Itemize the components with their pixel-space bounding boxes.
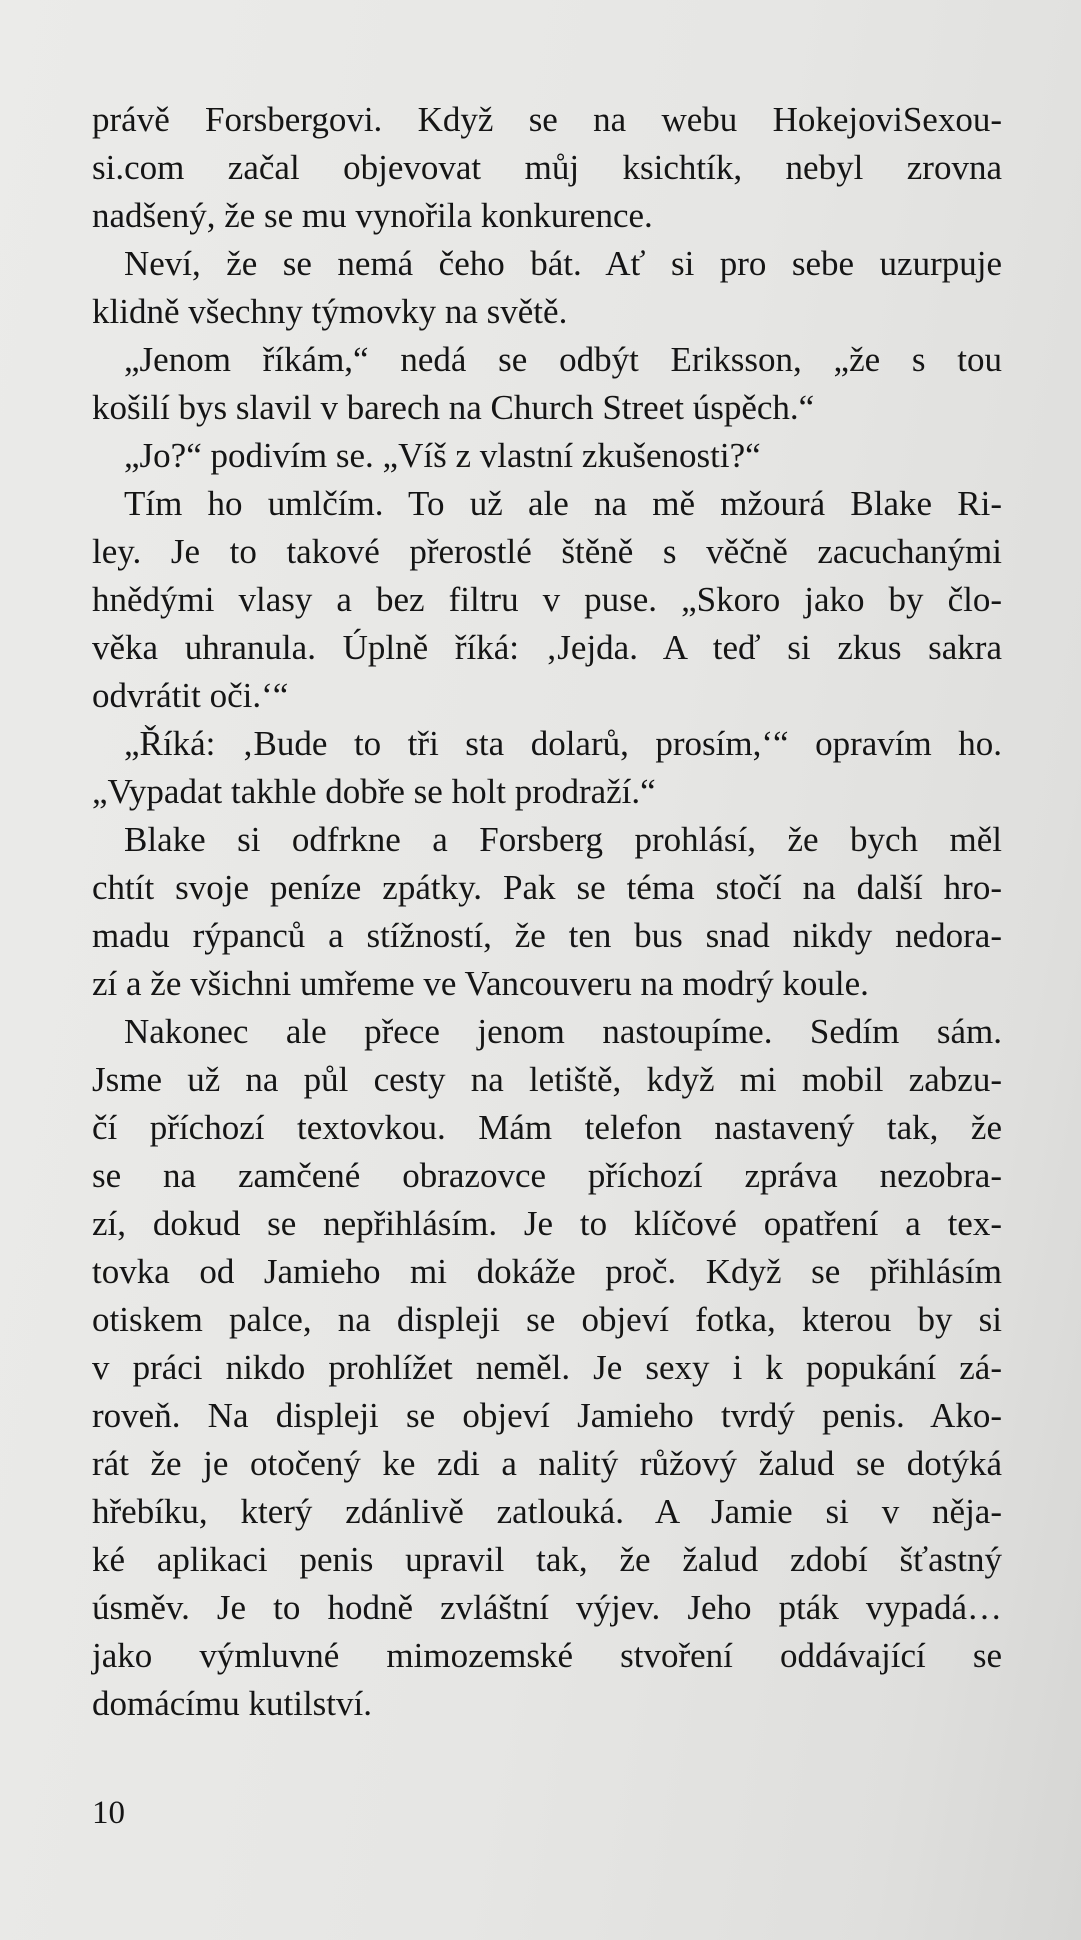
- body-text: [92, 96, 1002, 1728]
- text-line: v práci nikdo prohlížet neměl. Je sexy i k popukání zá-: [92, 1348, 1002, 1387]
- text-line: odvrátit oči.‘“: [92, 676, 289, 715]
- text-line: právě Forsbergovi. Když se na webu HokejoviSexou-: [92, 100, 1002, 139]
- text-line: se na zamčené obrazovce příchozí zpráva nezobra-: [92, 1156, 1002, 1195]
- text-line: klidně všechny týmovky na světě.: [92, 292, 568, 331]
- text-line: Neví, že se nemá čeho bát. Ať si pro sebe uzurpuje: [124, 244, 1002, 283]
- text-line: „Jenom říkám,“ nedá se odbýt Eriksson, „že s tou: [124, 340, 1002, 379]
- text-line: zí, dokud se nepřihlásím. Je to klíčové opatření a tex-: [92, 1204, 1002, 1243]
- text-line: nadšený, že se mu vynořila konkurence.: [92, 196, 653, 235]
- text-line: čí příchozí textovkou. Mám telefon nastavený tak, že: [92, 1108, 1002, 1147]
- text-line: si.com začal objevovat můj ksichtík, nebyl zrovna: [92, 148, 1002, 187]
- text-line: košilí bys slavil v barech na Church Street úspěch.“: [92, 388, 815, 427]
- text-line: Tím ho umlčím. To už ale na mě mžourá Blake Ri-: [124, 484, 1002, 523]
- text-line: chtít svoje peníze zpátky. Pak se téma stočí na další hro-: [92, 868, 1002, 907]
- text-line: roveň. Na displeji se objeví Jamieho tvrdý penis. Ako-: [92, 1396, 1002, 1435]
- text-line: domácímu kutilství.: [92, 1684, 372, 1723]
- text-line: věka uhranula. Úplně říká: ‚Jejda. A teď si zkus sakra: [92, 628, 1002, 667]
- text-line: tovka od Jamieho mi dokáže proč. Když se přihlásím: [92, 1252, 1002, 1291]
- text-line: hřebíku, který zdánlivě zatlouká. A Jamie si v něja-: [92, 1492, 1002, 1531]
- text-line: „Vypadat takhle dobře se holt prodraží.“: [92, 772, 656, 811]
- text-line: ley. Je to takové přerostlé štěně s věčně zacuchanými: [92, 532, 1002, 571]
- text-line: zí a že všichni umřeme ve Vancouveru na modrý koule.: [92, 964, 869, 1003]
- text-line: madu rýpanců a stížností, že ten bus snad nikdy nedora-: [92, 916, 1002, 955]
- text-line: Blake si odfrkne a Forsberg prohlásí, že bych měl: [124, 820, 1002, 859]
- text-line: „Říká: ‚Bude to tři sta dolarů, prosím,‘“ opravím ho.: [124, 724, 1002, 763]
- text-line: Nakonec ale přece jenom nastoupíme. Sedím sám.: [124, 1012, 1002, 1051]
- text-line: hnědými vlasy a bez filtru v puse. „Skoro jako by člo-: [92, 580, 1002, 619]
- text-line: ké aplikaci penis upravil tak, že žalud zdobí šťastný: [92, 1540, 1002, 1579]
- page-number: 10: [92, 1795, 125, 1831]
- text-line: jako výmluvné mimozemské stvoření oddávající se: [92, 1636, 1002, 1675]
- text-line: rát že je otočený ke zdi a nalitý růžový žalud se dotýká: [92, 1444, 1002, 1483]
- text-line: „Jo?“ podivím se. „Víš z vlastní zkušenosti?“: [124, 436, 761, 475]
- text-line: otiskem palce, na displeji se objeví fotka, kterou by si: [92, 1300, 1002, 1339]
- text-line: Jsme už na půl cesty na letiště, když mi mobil zabzu-: [92, 1060, 1002, 1099]
- text-line: úsměv. Je to hodně zvláštní výjev. Jeho pták vypadá…: [92, 1588, 1002, 1627]
